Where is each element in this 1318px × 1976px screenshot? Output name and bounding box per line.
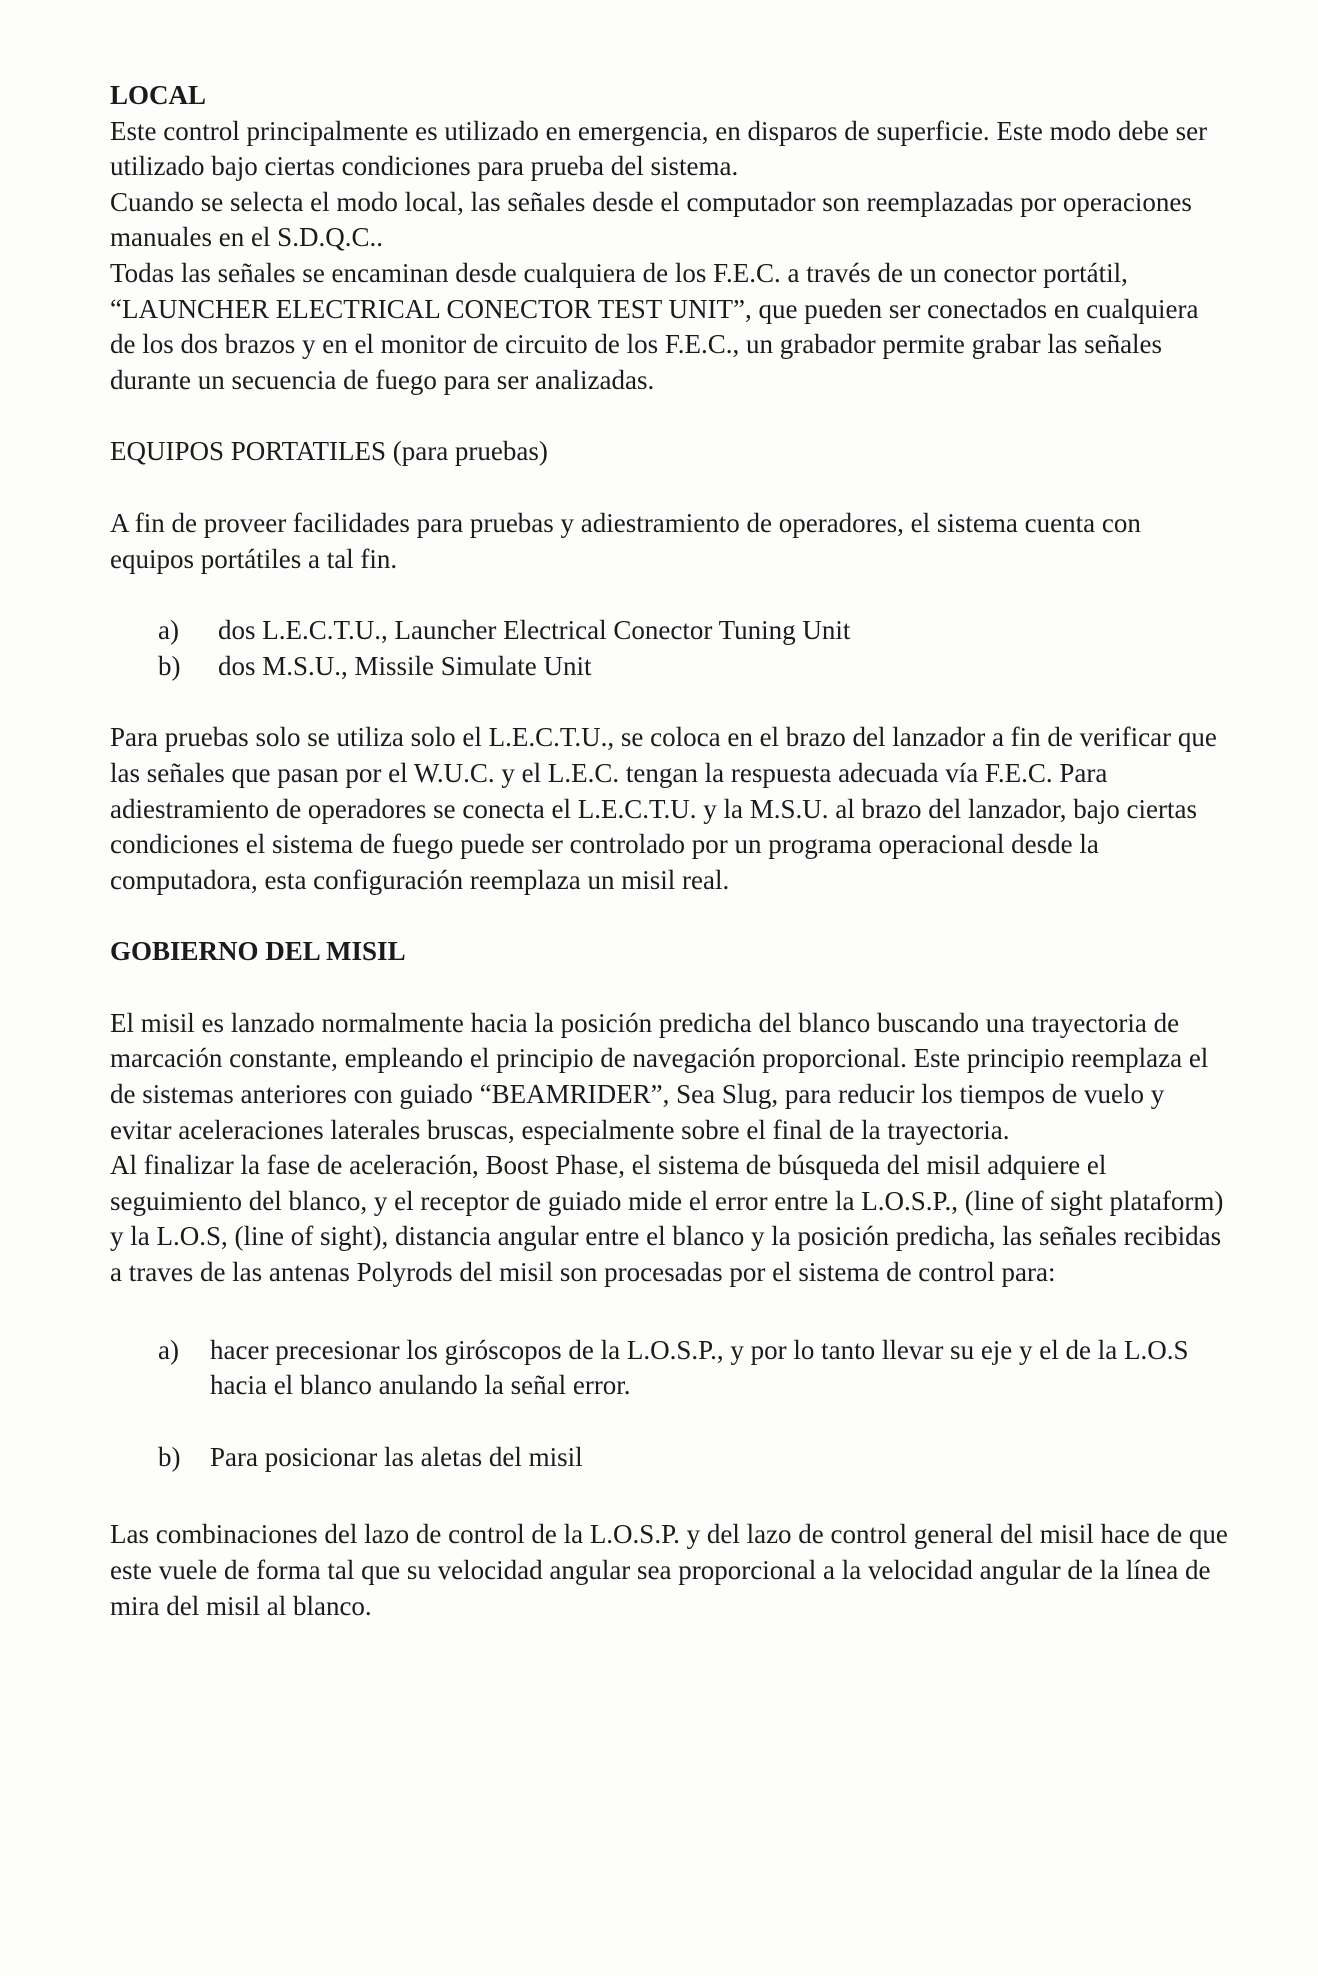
spacer bbox=[110, 1291, 1230, 1333]
local-paragraph-3: Todas las señales se encaminan desde cualquiera de los F.E.C. a través de un conector portátil, “LAUNCHER ELECTRICAL CONECTOR TEST UNIT”, que pueden ser conectados en cualquiera de los dos brazos y en el monitor de circuito de los F.E.C., un grabador permite grabar las señales durante un secuencia de fuego para ser analizadas. bbox=[110, 257, 1199, 395]
document-body bbox=[110, 78, 1230, 1624]
heading-equipos-portatiles: EQUIPOS PORTATILES (para pruebas) bbox=[110, 436, 548, 467]
equipos-intro-paragraph: A fin de proveer facilidades para pruebas y adiestramiento de operadores, el sistema cuenta con equipos portátiles a tal fin. bbox=[110, 507, 1141, 574]
gobierno-closing-paragraph: Las combinaciones del lazo de control de la L.O.S.P. y del lazo de control general del misil hace de que este vuele de forma tal que su velocidad angular sea proporcional a la velocidad angular de la línea de mira del misil al blanco. bbox=[110, 1519, 1228, 1621]
gobierno-paragraph-2: Al finalizar la fase de aceleración, Boost Phase, el sistema de búsqueda del misil adquiere el seguimiento del blanco, y el receptor de guiado mide el error entre la L.O.S.P., (line of sight plataform) y la L.O.S, (line of sight), distancia angular entre el blanco y la posición predicha, las señales recibidas a traves de las antenas Polyrods del misil son procesadas por el sistema de control para: bbox=[110, 1150, 1224, 1288]
equipos-closing-paragraph: Para pruebas solo se utiliza solo el L.E.C.T.U., se coloca en el brazo del lanzador a fin de verificar que las señales que pasan por el W.U.C. y el L.E.C. tengan la respuesta adecuada vía F.E.C. Para adiestramiento de operadores se conecta el L.E.C.T.U. y la M.S.U. al brazo del lanzador, bajo ciertas condiciones el sistema de fuego puede ser controlado por un programa operacional desde la computadora, esta configuración reemplaza un misil real. bbox=[110, 722, 1217, 895]
heading-local: LOCAL bbox=[110, 80, 207, 110]
list-item bbox=[158, 613, 1230, 649]
gobierno-list bbox=[110, 1333, 1230, 1476]
list-marker: b) bbox=[158, 650, 181, 681]
list-item-text: Para posicionar las aletas del misil bbox=[210, 1441, 583, 1472]
gobierno-paragraph-1: El misil es lanzado normalmente hacia la posición predicha del blanco buscando una trayectoria de marcación constante, empleando el principio de navegación proporcional. Este principio reemplaza el de sistemas anteriores con guiado “BEAMRIDER”, Sea Slug, para reducir los tiempos de vuelo y evitar aceleraciones laterales bruscas, especialmente sobre el final de la trayectoria. bbox=[110, 1007, 1209, 1145]
list-item-text: hacer precesionar los giróscopos de la L.O.S.P., y por lo tanto llevar su eje y el de la L.O.S hacia el blanco anulando la señal error. bbox=[210, 1334, 1189, 1401]
equipos-list bbox=[110, 613, 1230, 684]
list-marker: a) bbox=[158, 615, 179, 646]
list-item bbox=[158, 1333, 1230, 1404]
spacer bbox=[110, 577, 1230, 613]
list-item bbox=[158, 649, 1230, 685]
spacer bbox=[110, 898, 1230, 934]
list-marker: a) bbox=[158, 1334, 179, 1365]
spacer bbox=[110, 970, 1230, 1006]
list-item bbox=[158, 1440, 1230, 1476]
list-marker: b) bbox=[158, 1441, 181, 1472]
local-paragraph-1: Este control principalmente es utilizado en emergencia, en disparos de superficie. Este modo debe ser utilizado bajo ciertas condiciones para prueba del sistema. bbox=[110, 115, 1208, 182]
spacer bbox=[110, 398, 1230, 434]
spacer bbox=[110, 470, 1230, 506]
spacer bbox=[110, 684, 1230, 720]
heading-gobierno-del-misil: GOBIERNO DEL MISIL bbox=[110, 936, 406, 967]
spacer bbox=[158, 1404, 1230, 1440]
list-item-text: dos M.S.U., Missile Simulate Unit bbox=[218, 650, 592, 681]
spacer bbox=[110, 1475, 1230, 1517]
list-item-text: dos L.E.C.T.U., Launcher Electrical Conector Tuning Unit bbox=[218, 615, 851, 646]
local-paragraph-2: Cuando se selecta el modo local, las señales desde el computador son reemplazadas por operaciones manuales en el S.D.Q.C.. bbox=[110, 186, 1192, 253]
